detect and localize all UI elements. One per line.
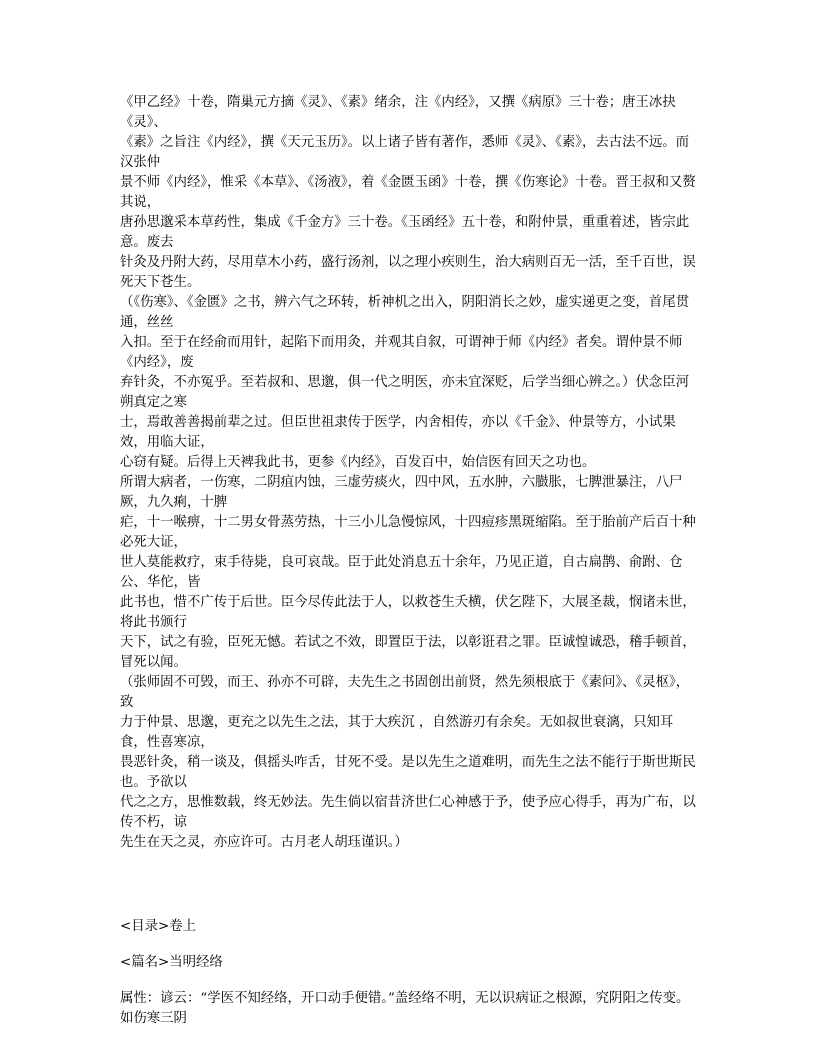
text-line: 弃针灸，不亦冤乎。至若叔和、思邈，俱一代之明医，亦未宜深贬，后学当细心辨之。）伏念臣河朔真定之寒 <box>120 375 690 410</box>
text-line: （《伤寒》、《金匮》之书，辨六气之环转，析神机之出入，阴阳消长之妙，虚实递更之变，首尾贯通，丝丝 <box>120 295 690 330</box>
text-line: 景不师《内经》，惟采《本草》、《汤液》，着《金匮玉函》十卷，撰《伤寒论》十卷。晋王叔和又赘其说， <box>120 175 696 210</box>
chapter-title: <篇名>当明经络 <box>120 955 223 970</box>
text-line: 所谓大病者，一伤寒，二阴疽内蚀，三虚劳痰火，四中风，五水肿，六臌胀，七脾泄暴注，八尸厥，九久痢，十脾 <box>120 475 683 510</box>
text-line: 代之之方，思惟数载，终无妙法。先生倘以宿昔济世仁心神感于予，使予应心得手，再为广布，以传不朽，谅 <box>120 795 696 830</box>
text-line: 世人莫能救疗，束手待毙，良可哀哉。臣于此处消息五十余年，乃见正道，自古扁鹊、俞跗、仓公、华佗，皆 <box>120 555 683 590</box>
text-line: 针灸及丹附大药，尽用草木小药，盛行汤剂，以之理小疾则生，治大病则百无一活，至千百世，误死天下苍生。 <box>120 255 696 290</box>
preface-text <box>120 93 700 853</box>
text-line: 《甲乙经》十卷，隋巢元方摘《灵》、《素》绪余，注《内经》，又撰《病原》三十卷；唐王冰抉《灵》、 <box>120 95 676 130</box>
text-line: 士，焉敢善善揭前辈之过。但臣世祖隶传于医学，内舍相传，亦以《千金》、仲景等方，小试果效，用临大证， <box>120 415 676 450</box>
toc-heading: <目录>卷上 <box>120 919 197 934</box>
text-line: 天下，试之有验，臣死无憾。若试之不效，即置臣于法，以彰诳君之罪。臣诚惶诚恐，稽手顿首，冒死以闻。 <box>120 635 696 670</box>
text-line: （张师固不可毁，而王、孙亦不可辟，夫先生之书固创出前贤，然先须根底于《素问》、《灵枢》，致 <box>120 675 690 710</box>
text-line: 力于仲景、思邈，更充之以先生之法，其于大疾沉 ，自然游刃有余矣。无如叔世衰漓，只知耳食，性喜寒凉， <box>120 715 674 750</box>
text-line: 此书也，惜不广传于后世。臣今尽传此法于人，以救苍生夭横，伏乞陛下，大展圣裁，悯诸未世，将此书颁行 <box>120 595 696 630</box>
text-line: 唐孙思邈采本草药性，集成《千金方》三十卷。《玉函经》五十卷，和附仲景，重重着述，皆宗此意。废去 <box>120 215 690 250</box>
text-line: 《素》之旨注《内经》，撰《天元玉历》。以上诸子皆有著作，悉师《灵》、《素》，去古法不远。而汉张仲 <box>120 135 690 170</box>
text-line: 心窃有疑。后得上天裨我此书，更参《内经》，百发百中，始信医有回天之功也。 <box>120 455 596 470</box>
text-line: 入扣。至于在经俞而用针，起陷下而用灸，并观其自叙，可谓神于师《内经》者矣。谓仲景不师《内经》，废 <box>120 335 683 370</box>
text-line: 疟，十一喉痹，十二男女骨蒸劳热，十三小儿急慢惊风，十四痘疹黑斑缩陷。至于胎前产后百十种必死大证， <box>120 515 696 550</box>
text-line: 先生在天之灵，亦应许可。古月老人胡珏谨识。） <box>120 835 408 850</box>
attribute-text: 属性：谚云：“学医不知经络，开口动手便错。”盖经络不明，无以识病证之根源，究阴阳之传变。如伤寒三阴 <box>120 991 690 1026</box>
text-line: 畏恶针灸，稍一谈及，俱摇头咋舌，甘死不受。是以先生之道难明，而先生之法不能行于斯世斯民也。予欲以 <box>120 755 696 790</box>
document-page <box>120 93 700 1029</box>
